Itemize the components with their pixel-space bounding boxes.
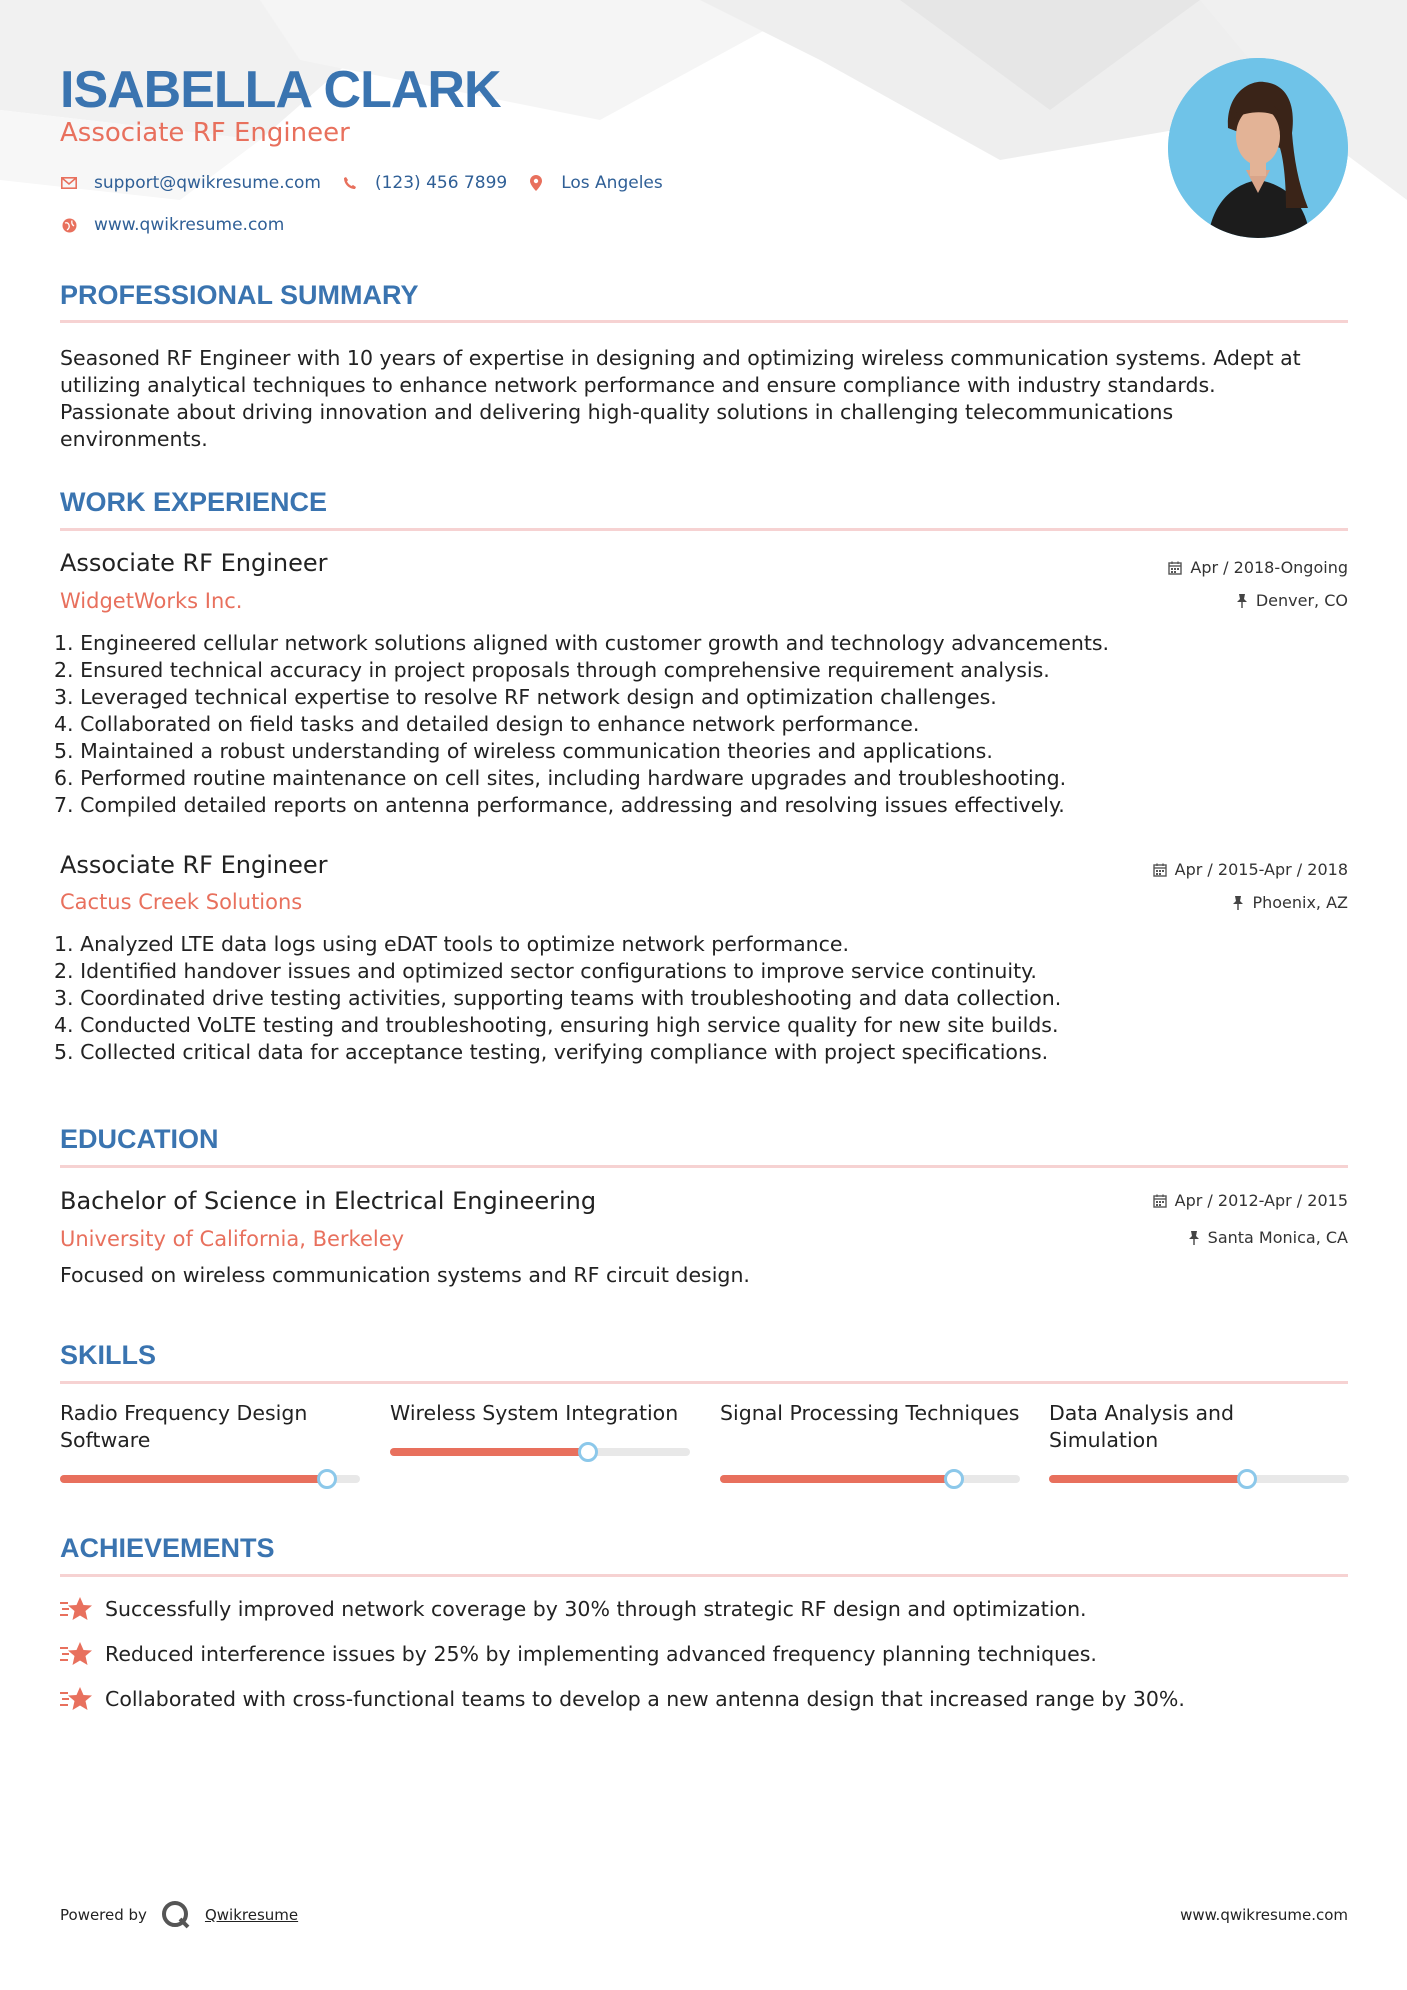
skill-label: Signal Processing Techniques [720, 1401, 1020, 1425]
education-dates [1153, 1191, 1348, 1210]
skill-level-knob [578, 1442, 598, 1462]
education-location [1188, 1228, 1348, 1247]
contact-phone[interactable] [341, 173, 507, 193]
skill-label: Wireless System Integration [390, 1401, 679, 1425]
job-dates-text: Apr / 2018-Ongoing [1190, 558, 1348, 577]
contact-email[interactable] [60, 173, 321, 193]
brand-link[interactable]: Qwikresume [204, 1906, 299, 1924]
summary-line: Passionate about driving innovation and delivering high-quality solutions in challenging telecommunications [60, 400, 1174, 424]
education-divider [60, 1165, 1348, 1168]
achievement-text: Collaborated with cross-functional teams to develop a new antenna design that increased range by 30%. [105, 1687, 1185, 1711]
calendar-icon [1168, 561, 1182, 575]
list-item: 4. Conducted VoLTE testing and troubleshooting, ensuring high service quality for new site builds. [54, 1013, 1059, 1037]
skill-level-bar [60, 1475, 360, 1483]
achievement-text: Successfully improved network coverage by 30% through strategic RF design and optimization. [105, 1597, 1087, 1621]
list-item: 3. Leveraged technical expertise to resolve RF network design and optimization challenges. [54, 685, 997, 709]
list-item: 1. Engineered cellular network solutions aligned with customer growth and technology advancements. [54, 631, 1110, 655]
star-award-icon [60, 1595, 92, 1623]
list-item: 6. Performed routine maintenance on cell sites, including hardware upgrades and troubleshooting. [54, 766, 1067, 790]
list-item: 5. Maintained a robust understanding of wireless communication theories and applications. [54, 739, 993, 763]
skill-item [60, 1400, 360, 1454]
contact-row-primary [60, 173, 683, 193]
map-pin-icon [527, 174, 545, 192]
job-dates-text: Apr / 2015-Apr / 2018 [1174, 860, 1348, 879]
location-text: Los Angeles [561, 173, 663, 193]
achievements-divider [60, 1574, 1348, 1577]
skill-level-bar [1049, 1475, 1349, 1483]
list-item: 2. Ensured technical accuracy in project proposals through comprehensive requirement analysis. [54, 658, 1050, 682]
skill-level-knob [944, 1469, 964, 1489]
summary-line: environments. [60, 427, 208, 451]
email-text: support@qwikresume.com [94, 173, 321, 193]
phone-icon [341, 174, 359, 192]
achievement-text: Reduced interference issues by 25% by implementing advanced frequency planning techniques. [105, 1642, 1097, 1666]
experience-heading: WORK EXPERIENCE [60, 487, 328, 517]
job-company: Cactus Creek Solutions [60, 890, 303, 914]
summary-heading: PROFESSIONAL SUMMARY [60, 280, 419, 310]
education-location-text: Santa Monica, CA [1207, 1228, 1348, 1247]
skill-level-fill [720, 1475, 954, 1483]
powered-by-label: Powered by [60, 1906, 147, 1924]
calendar-icon [1153, 863, 1167, 877]
skill-level-knob [317, 1469, 337, 1489]
star-award-icon [60, 1640, 92, 1668]
pushpin-icon [1232, 896, 1244, 910]
skill-item [1049, 1400, 1349, 1454]
pushpin-icon [1188, 1231, 1200, 1245]
footer-url[interactable]: www.qwikresume.com [1180, 1906, 1348, 1924]
job-dates [1153, 860, 1348, 879]
skill-label: Radio Frequency Design Software [60, 1401, 308, 1452]
education-dates-text: Apr / 2012-Apr / 2015 [1174, 1191, 1348, 1210]
education-heading: EDUCATION [60, 1124, 219, 1154]
contact-row-secondary [60, 215, 304, 235]
job-bullets [54, 630, 1344, 819]
list-item: 2. Identified handover issues and optimized sector configurations to improve service continuity. [54, 959, 1037, 983]
achievement-item [60, 1685, 1185, 1713]
job-location-text: Phoenix, AZ [1252, 893, 1348, 912]
job-title: Associate RF Engineer [60, 851, 328, 879]
job-title: Associate RF Engineer [60, 549, 328, 577]
qwikresume-logo-icon [161, 1900, 191, 1930]
degree-title: Bachelor of Science in Electrical Engineering [60, 1187, 597, 1215]
avatar [1168, 58, 1348, 238]
footer [60, 1900, 1348, 1930]
job-location [1236, 591, 1348, 610]
skill-level-fill [1049, 1475, 1247, 1483]
phone-text: (123) 456 7899 [374, 173, 508, 193]
job-location [1232, 893, 1348, 912]
skill-item [390, 1400, 690, 1427]
pushpin-icon [1236, 594, 1248, 608]
achievements-heading: ACHIEVEMENTS [60, 1533, 275, 1563]
skills-heading: SKILLS [60, 1340, 157, 1370]
globe-icon [60, 216, 78, 234]
list-item: 1. Analyzed LTE data logs using eDAT tools to optimize network performance. [54, 932, 850, 956]
summary-line: Seasoned RF Engineer with 10 years of expertise in designing and optimizing wireless communication systems. Adept at [60, 346, 1301, 370]
skill-level-knob [1237, 1469, 1257, 1489]
job-dates [1168, 558, 1348, 577]
envelope-icon [60, 174, 78, 192]
list-item: 7. Compiled detailed reports on antenna performance, addressing and resolving issues effectively. [54, 793, 1065, 817]
skill-level-fill [390, 1448, 588, 1456]
school-name: University of California, Berkeley [60, 1227, 405, 1251]
experience-divider [60, 528, 1348, 531]
list-item: 5. Collected critical data for acceptance testing, verifying compliance with project specifications. [54, 1040, 1049, 1064]
skill-level-bar [390, 1448, 690, 1456]
contact-location [527, 173, 663, 193]
achievement-item [60, 1595, 1087, 1623]
candidate-title: Associate RF Engineer [60, 118, 350, 148]
skill-label: Data Analysis and Simulation [1049, 1401, 1235, 1452]
skill-item [720, 1400, 1020, 1427]
summary-divider [60, 320, 1348, 323]
list-item: 4. Collaborated on field tasks and detailed design to enhance network performance. [54, 712, 920, 736]
calendar-icon [1153, 1194, 1167, 1208]
job-location-text: Denver, CO [1255, 591, 1348, 610]
summary-line: utilizing analytical techniques to enhance network performance and ensure compliance with industry standards. [60, 373, 1216, 397]
achievement-item [60, 1640, 1097, 1668]
star-award-icon [60, 1685, 92, 1713]
skills-divider [60, 1381, 1348, 1384]
skill-level-fill [60, 1475, 327, 1483]
education-description: Focused on wireless communication systems and RF circuit design. [60, 1263, 750, 1287]
website-text: www.qwikresume.com [94, 215, 285, 235]
job-company: WidgetWorks Inc. [60, 589, 243, 613]
list-item: 3. Coordinated drive testing activities, supporting teams with troubleshooting and data collection. [54, 986, 1062, 1010]
summary-text [60, 345, 1340, 453]
contact-website[interactable] [60, 215, 284, 235]
job-bullets [54, 931, 1344, 1066]
candidate-name: ISABELLA CLARK [60, 61, 501, 119]
skill-level-bar [720, 1475, 1020, 1483]
